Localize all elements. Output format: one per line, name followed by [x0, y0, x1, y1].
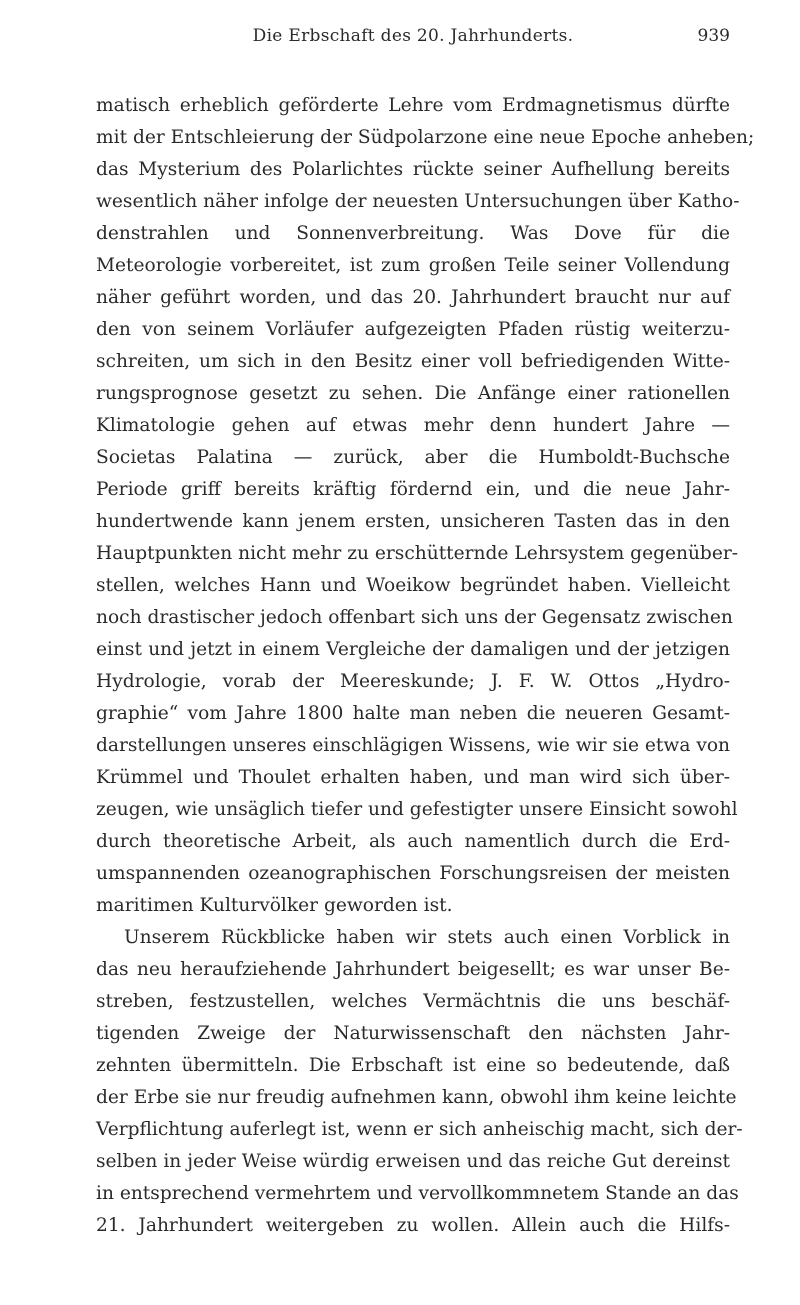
- text-line: tigenden Zweige der Naturwissenschaft den nächsten Jahr-: [96, 1023, 730, 1044]
- paragraph-1: [96, 90, 755, 922]
- text-line: in entsprechend vermehrtem und vervollkommnetem Stande an das: [96, 1183, 739, 1204]
- text-line: wesentlich näher infolge der neuesten Untersuchungen über Katho-: [96, 191, 740, 212]
- text-line: Verpflichtung auferlegt ist, wenn er sich anheischig macht, sich der-: [96, 1119, 743, 1140]
- body-text: [96, 90, 755, 1242]
- text-line: 21. Jahrhundert weitergeben zu wollen. Allein auch die Hilfs-: [96, 1215, 730, 1236]
- text-line: stellen, welches Hann und Woeikow begründet haben. Vielleicht: [96, 575, 730, 596]
- text-line: rungsprognose gesetzt zu sehen. Die Anfänge einer rationellen: [96, 383, 730, 404]
- text-line: denstrahlen und Sonnenverbreitung. Was Dove für die: [96, 223, 730, 244]
- text-line: näher geführt worden, und das 20. Jahrhundert braucht nur auf: [96, 287, 730, 308]
- running-title: Die Erbschaft des 20. Jahrhunderts.: [252, 26, 574, 46]
- paragraph-2: [96, 922, 743, 1242]
- text-line: Unserem Rückblicke haben wir stets auch einen Vorblick in: [124, 927, 730, 948]
- text-line: selben in jeder Weise würdig erweisen und das reiche Gut dereinst: [96, 1151, 730, 1172]
- text-line: umspannenden ozeanographischen Forschungsreisen der meisten: [96, 863, 730, 884]
- text-line: Klimatologie gehen auf etwas mehr denn hundert Jahre —: [96, 415, 730, 436]
- text-line: Periode griff bereits kräftig fördernd ein, und die neue Jahr-: [96, 479, 730, 500]
- text-line: Hauptpunkten nicht mehr zu erschütternde Lehrsystem gegenüber-: [96, 543, 739, 564]
- text-line: Krümmel und Thoulet erhalten haben, und man wird sich über-: [96, 767, 730, 788]
- text-line: zehnten übermitteln. Die Erbschaft ist eine so bedeutende, daß: [96, 1055, 730, 1076]
- text-line: das neu heraufziehende Jahrhundert beigesellt; es war unser Be-: [96, 959, 730, 980]
- text-line: noch drastischer jedoch offenbart sich uns der Gegensatz zwischen: [96, 607, 733, 628]
- text-line: hundertwende kann jenem ersten, unsicheren Tasten das in den: [96, 511, 730, 532]
- text-line: darstellungen unseres einschlägigen Wissens, wie wir sie etwa von: [96, 735, 730, 756]
- text-line: Societas Palatina — zurück, aber die Humboldt-Buchsche: [96, 447, 730, 468]
- page-number: 939: [697, 26, 730, 46]
- text-line: mit der Entschleierung der Südpolarzone eine neue Epoche anheben;: [96, 127, 755, 148]
- text-line: Hydrologie, vorab der Meereskunde; J. F. W. Ottos „Hydro-: [96, 671, 730, 692]
- text-line: der Erbe sie nur freudig aufnehmen kann, obwohl ihm keine leichte: [96, 1087, 737, 1108]
- text-line: maritimen Kulturvölker geworden ist.: [96, 895, 453, 916]
- text-line: graphie“ vom Jahre 1800 halte man neben die neueren Gesamt-: [96, 703, 730, 724]
- text-line: durch theoretische Arbeit, als auch namentlich durch die Erd-: [96, 831, 730, 852]
- text-line: den von seinem Vorläufer aufgezeigten Pfaden rüstig weiterzu-: [96, 319, 730, 340]
- text-line: das Mysterium des Polarlichtes rückte seiner Aufhellung bereits: [96, 159, 730, 180]
- text-line: einst und jetzt in einem Vergleiche der damaligen und der jetzigen: [96, 639, 730, 660]
- text-line: streben, festzustellen, welches Vermächtnis die uns beschäf-: [96, 991, 730, 1012]
- running-head: [96, 0, 730, 52]
- text-line: schreiten, um sich in den Besitz einer voll befriedigenden Witte-: [96, 351, 730, 372]
- text-line: zeugen, wie unsäglich tiefer und gefestigter unsere Einsicht sowohl: [96, 799, 738, 820]
- text-line: matisch erheblich geförderte Lehre vom Erdmagnetismus dürfte: [96, 95, 730, 116]
- text-line: Meteorologie vorbereitet, ist zum großen Teile seiner Vollendung: [96, 255, 730, 276]
